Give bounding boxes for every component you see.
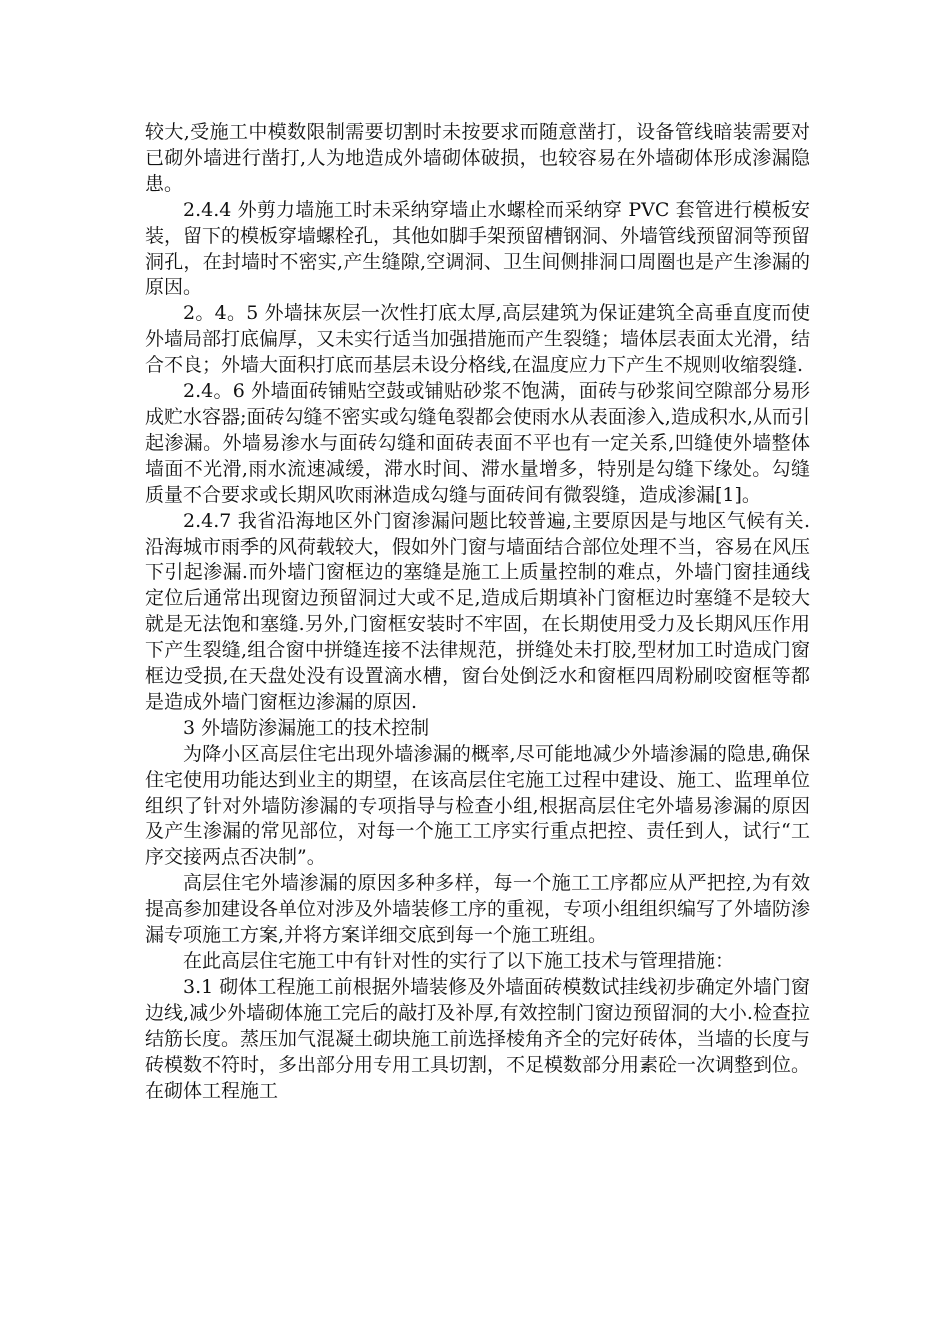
paragraph-continuation: 较大,受施工中模数限制需要切割时未按要求而随意凿打，设备管线暗装需要对已砌外墙进行凿打,人为地造成外墙砌体破损，也较容易在外墙砌体形成渗漏隐患。 (145, 121, 810, 195)
paragraph-2-4-5: 2。4。5 外墙抹灰层一次性打底太厚,高层建筑为保证建筑全高垂直度而使外墙局部打底偏厚，又未实行适当加强措施而产生裂缝；墙体层表面太光滑，结合不良；外墙大面积打底而基层未设分格线,在温度应力下产生不规则收缩裂缝. (145, 302, 811, 377)
paragraph-causes: 高层住宅外墙渗漏的原因多种多样，每一个施工工序都应从严把控,为有效提高参加建设各单位对涉及外墙装修工序的重视，专项小组组织编写了外墙防渗漏专项施工方案,并将方案详细交底到每一个施工班组。 (145, 872, 811, 947)
paragraph-2-4-6: 2.4。6 外墙面砖铺贴空鼓或铺贴砂浆不饱满，面砖与砂浆间空隙部分易形成贮水容器;面砖勾缝不密实或勾缝龟裂都会使雨水从表面渗入,造成积水,从而引起渗漏。外墙易渗水与面砖勾缝和面砖表面不平也有一定关系,凹缝使外墙整体墙面不光滑,雨水流速减缓，滞水时间、滞水量增多，特别是勾缝下缘处。勾缝质量不合要求或长期风吹雨淋造成勾缝与面砖间有微裂缝，造成渗漏[1]。 (145, 380, 810, 506)
section-heading-3: 3 外墙防渗漏施工的技术控制 (183, 716, 430, 739)
paragraph-measures: 在此高层住宅施工中有针对性的实行了以下施工技术与管理措施： (183, 950, 735, 972)
paragraph-2-4-4: 2.4.4 外剪力墙施工时未采纳穿墙止水螺栓而采纳穿 PVC 套管进行模板安装，留下的模板穿墙螺栓孔，其他如脚手架预留槽钢洞、外墙管线预留洞等预留洞孔，在封墙时不密实,产生缝隙,空调洞、卫生间侧排洞口周圈也是产生渗漏的原因。 (145, 198, 811, 299)
paragraph-intro: 为降小区高层住宅出现外墙渗漏的概率,尽可能地减少外墙渗漏的隐患,确保住宅使用功能达到业主的期望，在该高层住宅施工过程中建设、施工、监理单位组织了针对外墙防渗漏的专项指导与检查小组,根据高层住宅外墙易渗漏的原因及产生渗漏的常见部位，对每一个施工工序实行重点把控、责任到人，试行“工序交接两点否决制”。 (145, 742, 811, 869)
document-body (145, 120, 810, 1104)
paragraph-2-4-7: 2.4.7 我省沿海地区外门窗渗漏问题比较普遍,主要原因是与地区气候有关.沿海城市雨季的风荷载较大，假如外门窗与墙面结合部位处理不当，容易在风压下引起渗漏.而外墙门窗框边的塞缝是施工上质量控制的难点，外墙门窗挂通线定位后通常出现窗边预留洞过大或不足,造成后期填补门窗框边时塞缝不是较大就是无法饱和塞缝.另外,门窗框安装时不牢固，在长期使用受力及长期风压作用下产生裂缝,组合窗中拼缝连接不法律规范，拼缝处未打胶,型材加工时造成门窗框边受损,在天盘处没有设置滴水槽，窗台处倒泛水和窗框四周粉刷咬窗框等都是造成外墙门窗框边渗漏的原因. (145, 509, 811, 713)
paragraph-3-1: 3.1 砌体工程施工前根据外墙装修及外墙面砖模数试挂线初步确定外墙门窗边线,减少外墙砌体施工完后的敲打及补厚,有效控制门窗边预留洞的大小.检查拉结筋长度。蒸压加气混凝土砌块施工前选择棱角齐全的完好砖体，当墙的长度与砖模数不符时，多出部分用专用工具切割，不足模数部分用素砼一次调整到位。在砌体工程施工 (145, 975, 811, 1102)
